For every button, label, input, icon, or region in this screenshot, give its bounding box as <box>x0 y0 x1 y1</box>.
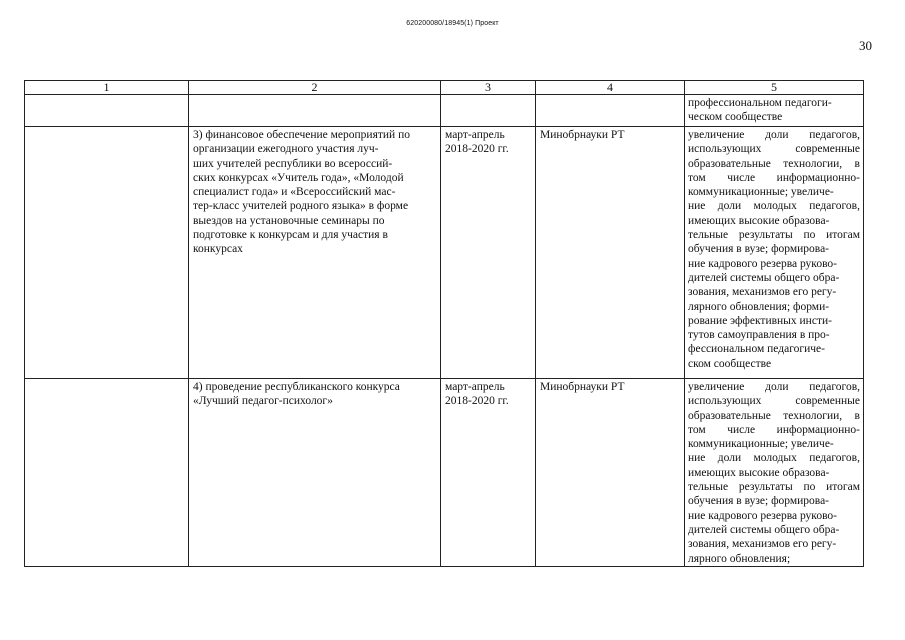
cell-col1 <box>25 127 189 379</box>
cell-expected-result: увеличение доли педагогов, использующих современные образовательные технологии, в том числе информационно-коммуникационные; увеличе- ние доли молодых педагогов, имеющих высокие образова- тельные результаты по итогам обучения в вузе; формирова- ние кадрового резерва руково- дителей системы общего обра- зования, механизмов его регу- лярного обновления; форми- рование эффективных инсти- тутов самоуправления в про- фессиональном педагогиче- ском сообществе <box>685 127 864 379</box>
cell-period: март-апрель 2018-2020 гг. <box>441 379 536 567</box>
header-cell-5: 5 <box>685 81 864 95</box>
cell-period: март-апрель 2018-2020 гг. <box>441 127 536 379</box>
cell-col5: профессиональном педагоги- ческом сообществе <box>685 95 864 127</box>
page-number: 30 <box>859 38 872 53</box>
cell-activity: 3) финансовое обеспечение мероприятий по организации ежегодного участия луч- ших учителей республики во всероссий- ских конкурсах «Учитель года», «Молодой специалист года» и «Всероссийский мас- тер-класс учителей родного языка» в форме выездов на установочные семинары по подготовке к конкурсам и для участия в конкурсах <box>189 127 441 379</box>
cell-executor: Минобрнауки РТ <box>536 127 685 379</box>
header-cell-3: 3 <box>441 81 536 95</box>
table-row <box>25 379 864 567</box>
plan-table <box>24 80 864 567</box>
header-cell-2: 2 <box>189 81 441 95</box>
cell-executor: Минобрнауки РТ <box>536 379 685 567</box>
cell-activity: 4) проведение республиканского конкурса «Лучший педагог-психолог» <box>189 379 441 567</box>
cell-col1 <box>25 379 189 567</box>
table-header-row <box>25 81 864 95</box>
header-cell-1: 1 <box>25 81 189 95</box>
table-row <box>25 127 864 379</box>
cell-col2 <box>189 95 441 127</box>
header-cell-4: 4 <box>536 81 685 95</box>
cell-col1 <box>25 95 189 127</box>
table-row <box>25 95 864 127</box>
cell-col3 <box>441 95 536 127</box>
cell-expected-result: увеличение доли педагогов, использующих современные образовательные технологии, в том числе информационно-коммуникационные; увеличе- ние доли молодых педагогов, имеющих высокие образова- тельные результаты по итогам обучения в вузе; формирова- ние кадрового резерва руково- дителей системы общего обра- зования, механизмов его регу- лярного обновления; <box>685 379 864 567</box>
document-code: 620200080/18945(1) Проект <box>406 20 499 27</box>
cell-col4 <box>536 95 685 127</box>
